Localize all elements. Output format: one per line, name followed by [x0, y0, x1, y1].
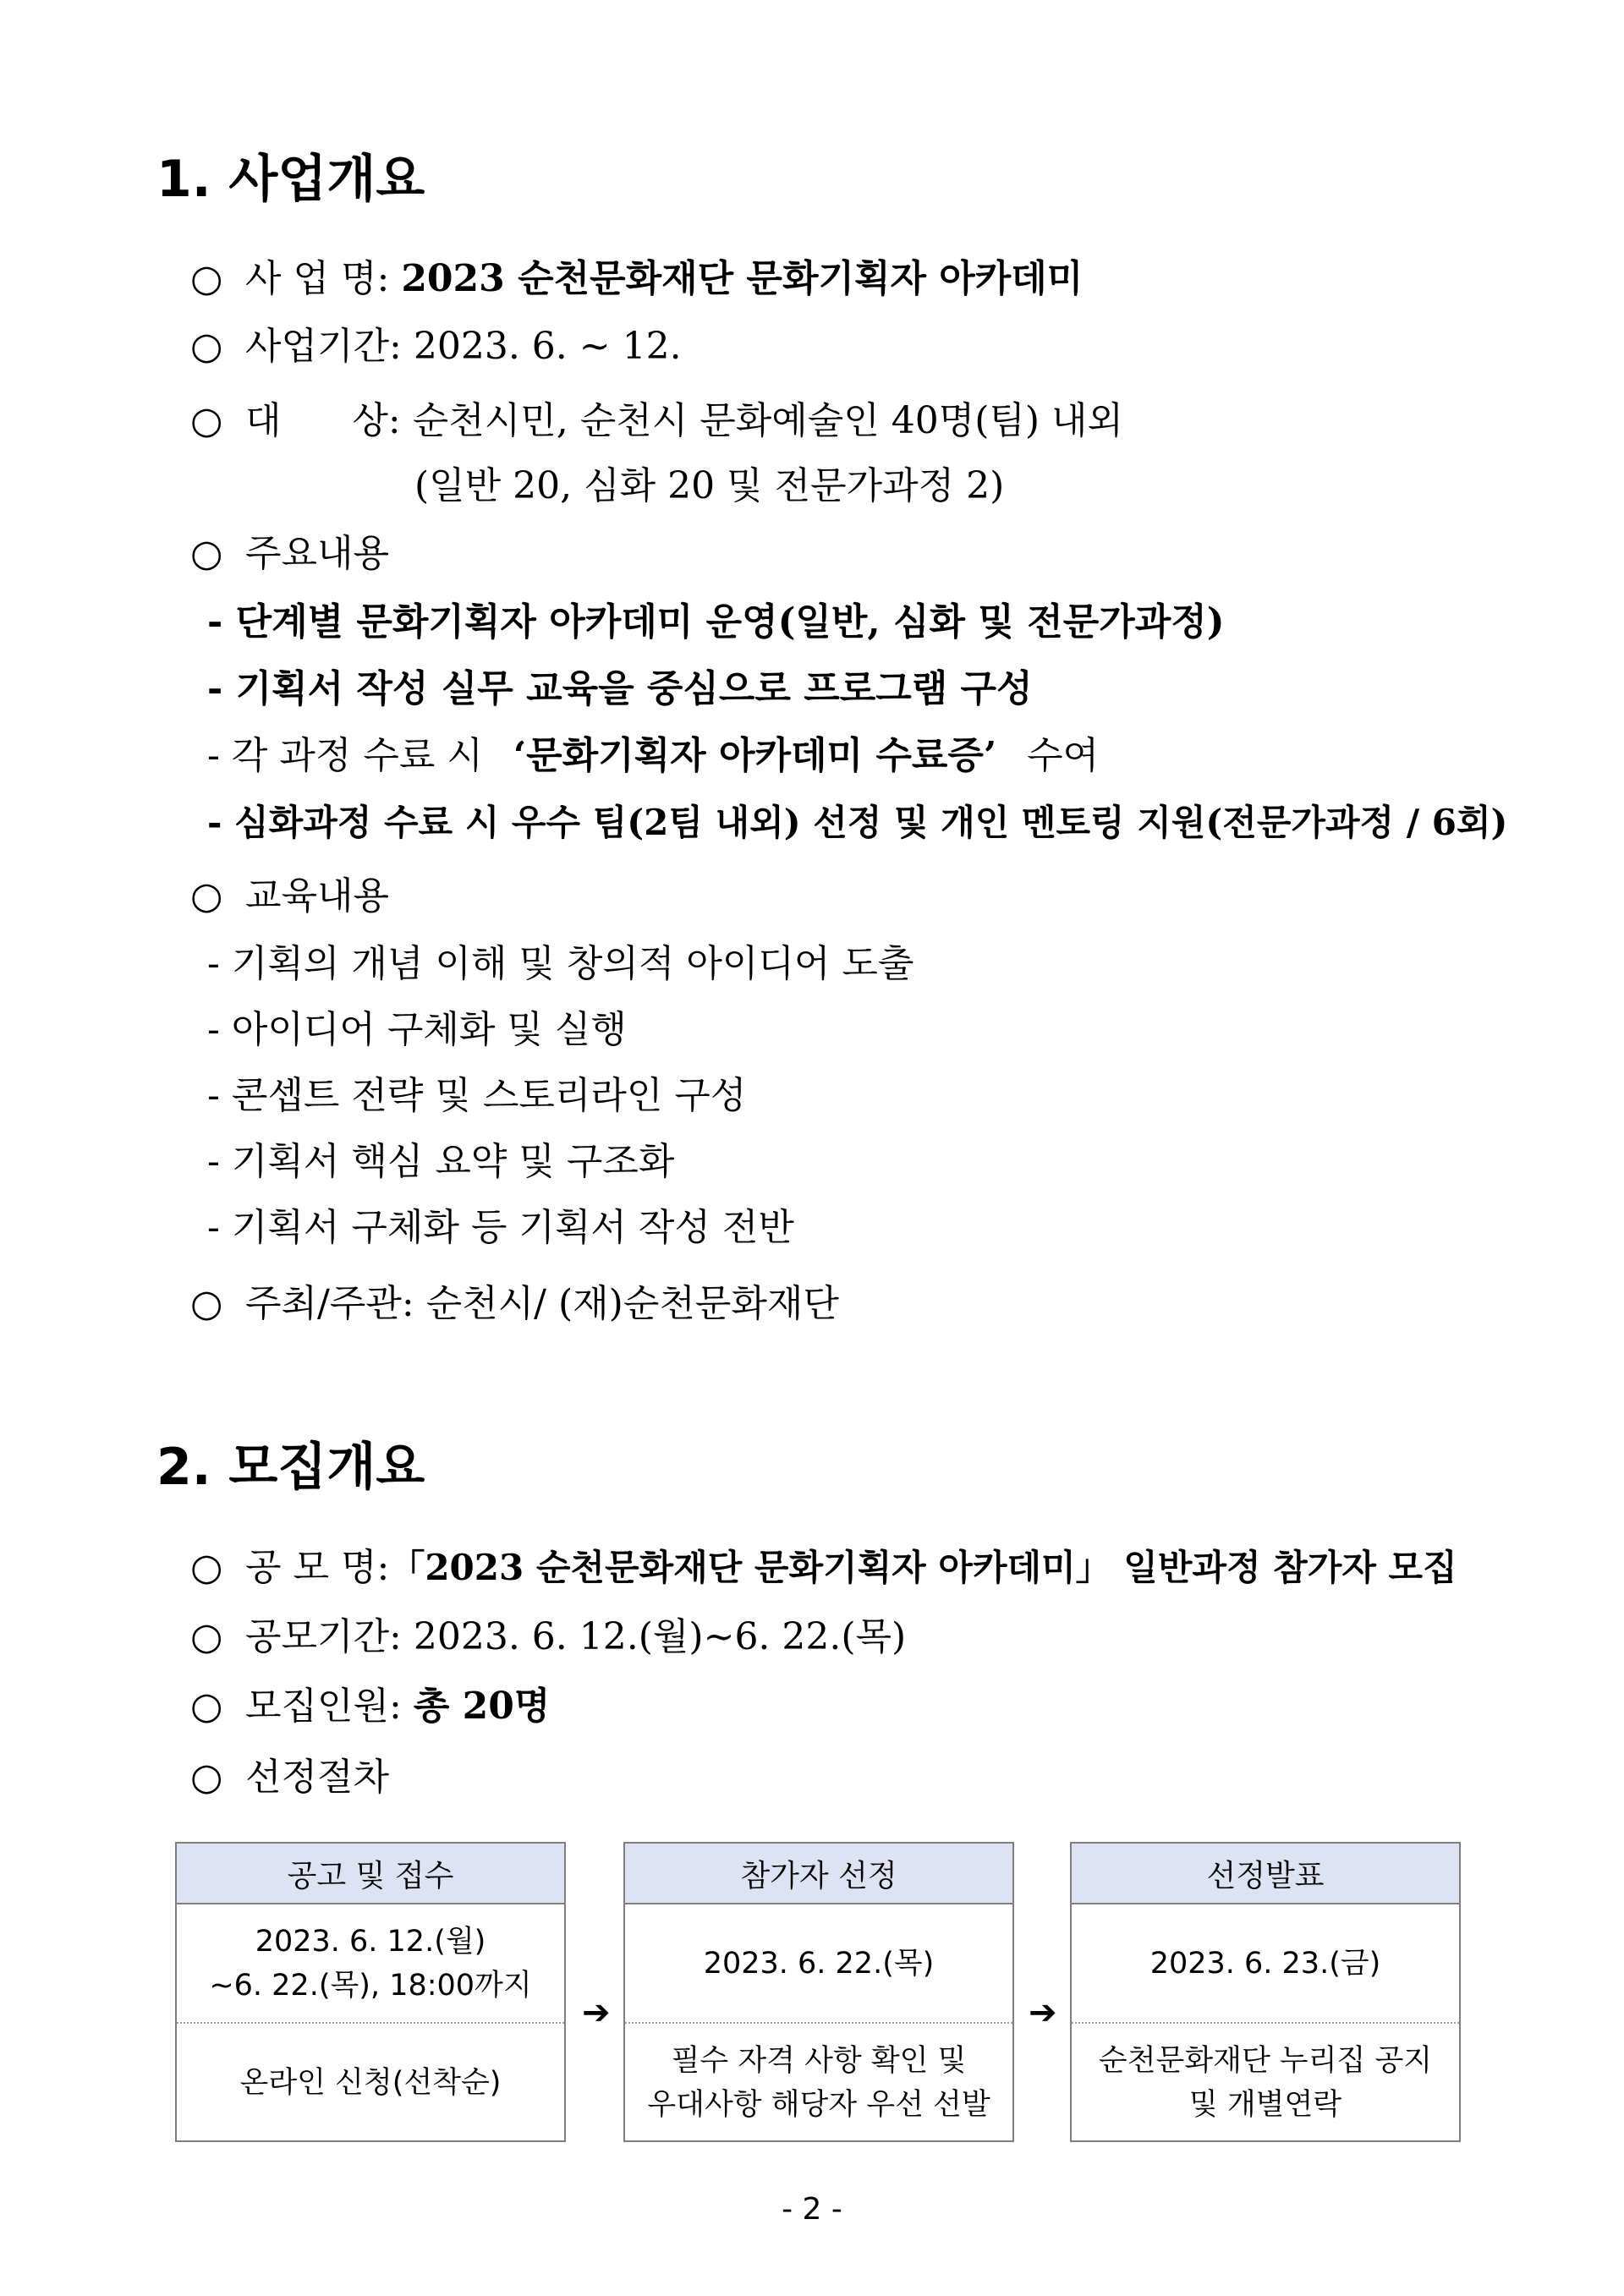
- circle-bullet-icon: ○: [190, 325, 223, 368]
- flow-step-1: [175, 1842, 566, 2142]
- flow-step-3: [1070, 1842, 1461, 2142]
- flow-step-3-desc: [1072, 2024, 1459, 2142]
- flow-step-2-date-line1: 2023. 6. 22.(목): [703, 1946, 935, 1981]
- section1-heading: 1. 사업개요: [156, 150, 425, 209]
- edu-item-4: - 기획서 핵심 요약 및 구조화: [207, 1140, 675, 1183]
- main-item-4: - 심화과정 수료 시 우수 팀(2팀 내외) 선정 및 개인 멘토링 지원(전문가과정 / 6회): [207, 802, 1508, 843]
- arrow-right-icon: ➔: [1029, 1993, 1057, 2032]
- circle-bullet-icon: ○: [190, 1546, 223, 1589]
- flow-step-1-date-line2: ~6. 22.(목), 18:00까지: [209, 1968, 532, 2003]
- target-detail: (일반 20, 심화 20 및 전문가과정 2): [414, 464, 1005, 507]
- project-name-label: 사 업 명:: [245, 257, 390, 300]
- main-content-label: 주요내용: [245, 532, 390, 575]
- flow-step-1-date: [177, 1904, 564, 2024]
- flow-step-2-desc: [625, 2024, 1012, 2142]
- host-value: 순천시/ (재)순천문화재단: [425, 1282, 839, 1325]
- flow-step-2: [623, 1842, 1014, 2142]
- main-item-3-suffix: 수여: [1027, 734, 1100, 777]
- circle-bullet-icon: ○: [190, 1756, 223, 1799]
- target-label: 대 상:: [245, 399, 401, 442]
- main-item-1: - 단계별 문화기획자 아카데미 운영(일반, 심화 및 전문가과정): [207, 600, 1225, 644]
- circle-bullet-icon: ○: [190, 532, 223, 575]
- recruit-value: 총 20명: [413, 1685, 551, 1728]
- flow-step-2-date: [625, 1904, 1012, 2024]
- edu-content-label: 교육내용: [245, 874, 390, 918]
- main-item-2: - 기획서 작성 실무 교육을 중심으로 프로그램 구성: [207, 667, 1033, 710]
- contest-name-text: [245, 1543, 1457, 1593]
- flow-step-1-title: 공고 및 접수: [177, 1844, 564, 1904]
- flow-step-2-desc-line2: 우대사항 해당자 우선 선발: [647, 2088, 990, 2122]
- main-item-3-prefix: - 각 과정 수료 시: [207, 734, 483, 777]
- target-text: [245, 396, 1123, 447]
- host-label: 주최/주관:: [245, 1282, 414, 1325]
- circle-bullet-icon: ○: [190, 257, 223, 300]
- flow-step-3-desc-line2: 및 개별연락: [1188, 2088, 1342, 2122]
- contest-period-value: 2023. 6. 12.(월)~6. 22.(목): [413, 1615, 907, 1658]
- period-label: 사업기간:: [245, 325, 402, 368]
- period-text: [245, 321, 682, 372]
- project-name-text: [245, 254, 1083, 304]
- flow-step-3-date: [1072, 1904, 1459, 2024]
- page-number: - 2 -: [782, 2192, 842, 2227]
- circle-bullet-icon: ○: [190, 1282, 223, 1325]
- circle-bullet-icon: ○: [190, 1685, 223, 1728]
- circle-bullet-icon: ○: [190, 874, 223, 918]
- flow-step-1-desc-line1: 온라인 신청(선착순): [239, 2066, 502, 2100]
- contest-period-label: 공모기간:: [245, 1615, 402, 1658]
- main-item-3-certificate: ‘문화기획자 아카데미 수료증’: [513, 734, 997, 777]
- circle-bullet-icon: ○: [190, 1615, 223, 1658]
- section2-heading: 2. 모집개요: [156, 1438, 425, 1497]
- contest-name-value: 「2023 순천문화재단 문화기획자 아카데미」 일반과정 참가자 모집: [389, 1547, 1457, 1588]
- edu-item-2: - 아이디어 구체화 및 실행: [207, 1008, 627, 1051]
- edu-item-1: - 기획의 개념 이해 및 창의적 아이디어 도출: [207, 942, 914, 985]
- recruit-text: [245, 1681, 550, 1732]
- flow-step-1-date-line1: 2023. 6. 12.(월): [255, 1924, 486, 1959]
- edu-item-3: - 콘셉트 전략 및 스토리라인 구성: [207, 1074, 747, 1117]
- contest-name-label: 공 모 명:: [245, 1546, 390, 1589]
- recruit-label: 모집인원:: [245, 1685, 402, 1728]
- edu-item-5: - 기획서 구체화 등 기획서 작성 전반: [207, 1206, 794, 1249]
- period-value: 2023. 6. ~ 12.: [413, 325, 682, 368]
- flow-step-2-title: 참가자 선정: [625, 1844, 1012, 1904]
- arrow-right-icon: ➔: [582, 1993, 611, 2032]
- flow-step-3-date-line1: 2023. 6. 23.(금): [1149, 1946, 1381, 1981]
- flow-step-1-desc: [177, 2024, 564, 2142]
- main-item-3: [207, 731, 1099, 781]
- flow-step-3-title: 선정발표: [1072, 1844, 1459, 1904]
- host-text: [245, 1279, 839, 1329]
- flow-step-3-desc-line1: 순천문화재단 누리집 공지: [1098, 2044, 1433, 2078]
- project-name-value: 2023 순천문화재단 문화기획자 아카데미: [401, 257, 1084, 300]
- flow-step-2-desc-line1: 필수 자격 사항 확인 및: [671, 2044, 967, 2078]
- circle-bullet-icon: ○: [190, 399, 223, 442]
- target-value: 순천시민, 순천시 문화예술인 40명(팀) 내외: [412, 399, 1124, 442]
- contest-period-text: [245, 1612, 906, 1663]
- selection-label: 선정절차: [245, 1756, 390, 1799]
